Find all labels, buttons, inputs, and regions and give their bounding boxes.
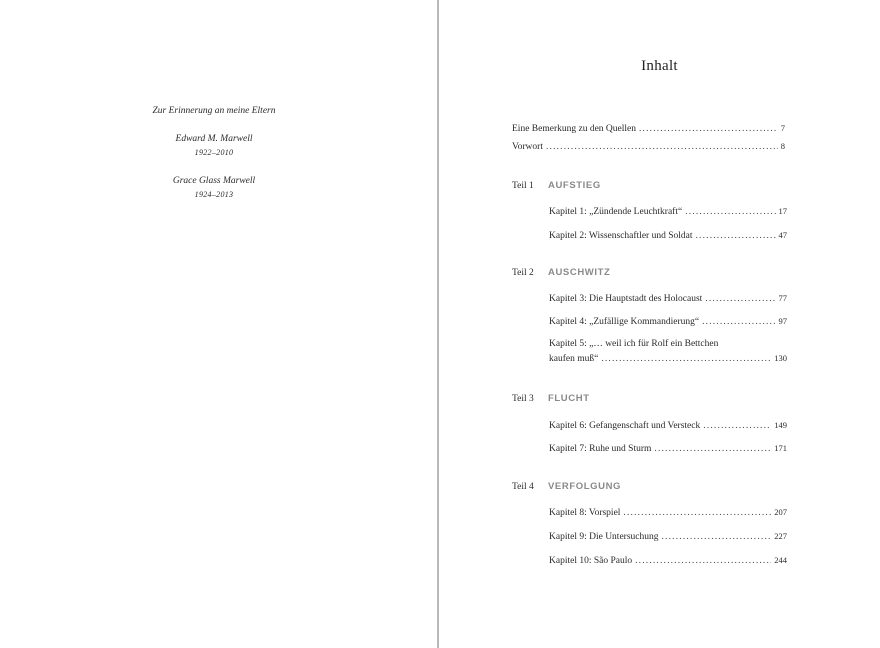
toc-page-number: 244 — [774, 555, 787, 565]
toc-page-number: 227 — [774, 531, 787, 541]
leader-dots — [601, 352, 771, 366]
toc-entry-chapter-4[interactable] — [549, 314, 787, 328]
leader-dots — [623, 506, 771, 520]
toc-page-number: 130 — [774, 353, 787, 363]
part-title: VERFOLGUNG — [548, 481, 622, 492]
dedication-name-mother: Grace Glass Marwell — [172, 176, 256, 186]
toc-entry-label-continued: kaufen muß“ — [549, 354, 599, 364]
toc-entry-chapter-6[interactable] — [549, 418, 787, 432]
contents-page — [439, 0, 880, 648]
toc-entry-chapter-1[interactable] — [549, 204, 787, 218]
leader-dots — [696, 229, 776, 243]
toc-entry-label: Kapitel 7: Ruhe und Sturm — [549, 444, 652, 454]
part-heading-1 — [512, 179, 601, 193]
dedication-page — [0, 0, 437, 648]
toc-page-number: 207 — [774, 507, 787, 517]
leader-dots — [685, 205, 775, 219]
toc-title: Inhalt — [641, 58, 678, 74]
toc-entry-label: Kapitel 8: Vorspiel — [549, 508, 621, 518]
part-title: AUFSTIEG — [548, 180, 601, 191]
leader-dots — [705, 292, 775, 306]
toc-page-number: 149 — [774, 420, 787, 430]
toc-entry-sources[interactable] — [512, 121, 785, 135]
leader-dots — [635, 554, 771, 568]
toc-entry-label: Kapitel 10: São Paulo — [549, 556, 633, 566]
toc-entry-label: Kapitel 4: „Zufällige Kommandierung“ — [549, 317, 700, 327]
leader-dots — [702, 315, 775, 329]
toc-entry-label: Kapitel 1: „Zündende Leuchtkraft“ — [549, 207, 683, 217]
dedication-years-father: 1922–2010 — [194, 148, 234, 157]
part-heading-4 — [512, 480, 621, 494]
part-heading-3 — [512, 392, 590, 406]
toc-page-number: 77 — [778, 293, 787, 303]
toc-entry-chapter-3[interactable] — [549, 291, 787, 305]
toc-page-number: 7 — [780, 123, 785, 133]
leader-dots — [654, 442, 771, 456]
toc-entry-chapter-5[interactable] — [549, 338, 787, 365]
toc-entry-foreword[interactable] — [512, 139, 785, 153]
part-title: FLUCHT — [548, 393, 590, 404]
dedication-years-mother: 1924–2013 — [194, 190, 234, 199]
dedication — [100, 104, 328, 202]
leader-dots — [639, 122, 778, 136]
part-number: Teil 2 — [512, 268, 534, 278]
leader-dots — [662, 530, 772, 544]
toc-entry-continuation — [549, 351, 787, 365]
dedication-name-father: Edward M. Marwell — [175, 134, 253, 144]
part-number: Teil 3 — [512, 394, 534, 404]
toc-entry-label: Kapitel 6: Gefangenschaft und Versteck — [549, 421, 701, 431]
toc-page-number: 47 — [778, 230, 787, 240]
toc-entry-label: Kapitel 9: Die Untersuchung — [549, 532, 659, 542]
toc-entry-label: Kapitel 5: „… weil ich für Rolf ein Bettchen — [549, 339, 719, 349]
toc-entry-label: Vorwort — [512, 142, 543, 152]
toc-page-number: 17 — [778, 206, 787, 216]
toc-entry-label: Kapitel 2: Wissenschaftler und Soldat — [549, 231, 693, 241]
toc-entry-chapter-7[interactable] — [549, 441, 787, 455]
toc-entry-label: Eine Bemerkung zu den Quellen — [512, 124, 636, 134]
toc-entry-chapter-2[interactable] — [549, 228, 787, 242]
toc-page-number: 171 — [774, 443, 787, 453]
part-title: AUSCHWITZ — [548, 267, 611, 278]
toc-page-number: 97 — [778, 316, 787, 326]
toc-entry-label: Kapitel 3: Die Hauptstadt des Holocaust — [549, 294, 703, 304]
toc-entry-chapter-9[interactable] — [549, 529, 787, 543]
dedication-line: Zur Erinnerung an meine Eltern — [152, 106, 276, 116]
toc-entry-chapter-8[interactable] — [549, 505, 787, 519]
leader-dots — [703, 419, 771, 433]
part-number: Teil 1 — [512, 181, 534, 191]
leader-dots — [546, 140, 778, 154]
toc-page-number: 8 — [780, 141, 785, 151]
toc-entry-chapter-10[interactable] — [549, 553, 787, 567]
part-number: Teil 4 — [512, 482, 534, 492]
part-heading-2 — [512, 266, 610, 280]
